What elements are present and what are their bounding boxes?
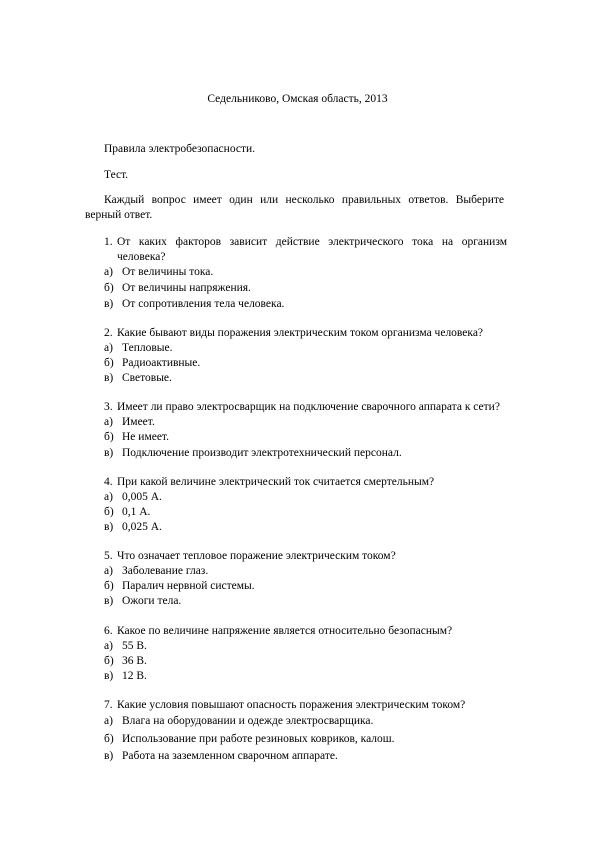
test-instructions: Каждый вопрос имеет один или несколько правильных ответов. Выберите верный ответ. bbox=[85, 194, 504, 221]
test-title: Правила электробезопасности. bbox=[104, 143, 256, 155]
option-text: От величины напряжения. bbox=[122, 282, 251, 294]
option-text: Заболевание глаз. bbox=[122, 565, 209, 577]
option-letter: б) bbox=[104, 357, 114, 369]
option-text: От величины тока. bbox=[122, 266, 214, 278]
option-letter: в) bbox=[104, 447, 114, 459]
option-letter: в) bbox=[104, 298, 114, 310]
option-letter: в) bbox=[104, 670, 114, 682]
option-letter: б) bbox=[104, 506, 114, 518]
question-text: Какие бывают виды поражения электрическим током организма человека? bbox=[117, 327, 484, 339]
question-text: От каких факторов зависит действие электрического тока на организм человека? bbox=[117, 236, 507, 263]
option-letter: а) bbox=[104, 715, 113, 727]
question-number: 3. bbox=[104, 401, 113, 413]
option-text: Тепловые. bbox=[122, 342, 173, 354]
question-number: 1. bbox=[104, 236, 113, 248]
option-letter: б) bbox=[104, 655, 114, 667]
option-text: Влага на оборудовании и одежде электросварщика. bbox=[122, 715, 374, 727]
option-text: 0,025 А. bbox=[122, 521, 162, 533]
option-text: Имеет. bbox=[122, 416, 155, 428]
option-letter: а) bbox=[104, 342, 113, 354]
option-text: 55 В. bbox=[122, 640, 147, 652]
option-text: Световые. bbox=[122, 372, 172, 384]
question-text: Какое по величине напряжение является относительно безопасным? bbox=[117, 625, 453, 637]
option-letter: б) bbox=[104, 282, 114, 294]
option-letter: а) bbox=[104, 416, 113, 428]
option-text: Не имеет. bbox=[122, 431, 169, 443]
question-number: 7. bbox=[104, 699, 113, 711]
option-text: Ожоги тела. bbox=[122, 595, 182, 607]
option-letter: в) bbox=[104, 521, 114, 533]
option-letter: а) bbox=[104, 640, 113, 652]
option-text: 36 В. bbox=[122, 655, 147, 667]
option-text: От сопротивления тела человека. bbox=[122, 298, 285, 310]
page-header: Седельниково, Омская область, 2013 bbox=[207, 93, 388, 105]
question-text: Имеет ли право электросварщик на подключение сварочного аппарата к сети? bbox=[117, 401, 500, 413]
option-text: Использование при работе резиновых ковриков, калош. bbox=[122, 733, 395, 745]
option-letter: в) bbox=[104, 750, 114, 762]
option-letter: а) bbox=[104, 491, 113, 503]
option-letter: а) bbox=[104, 266, 113, 278]
question-number: 4. bbox=[104, 476, 113, 488]
option-text: Паралич нервной системы. bbox=[122, 580, 255, 592]
question-text: При какой величине электрический ток считается смертельным? bbox=[117, 476, 435, 488]
question-text: Какие условия повышают опасность поражения электрическим током? bbox=[117, 699, 466, 711]
question-number: 2. bbox=[104, 327, 113, 339]
option-text: Подключение производит электротехнический персонал. bbox=[122, 447, 402, 459]
option-letter: б) bbox=[104, 431, 114, 443]
option-letter: в) bbox=[104, 595, 114, 607]
option-text: Радиоактивные. bbox=[122, 357, 201, 369]
test-subtitle: Тест. bbox=[104, 169, 129, 181]
question-number: 5. bbox=[104, 550, 113, 562]
question-number: 6. bbox=[104, 625, 113, 637]
option-text: 0,1 А. bbox=[122, 506, 151, 518]
question-text: Что означает тепловое поражение электрическим током? bbox=[117, 550, 396, 562]
option-letter: б) bbox=[104, 580, 114, 592]
option-text: 12 В. bbox=[122, 670, 147, 682]
option-letter: а) bbox=[104, 565, 113, 577]
option-letter: б) bbox=[104, 733, 114, 745]
option-letter: в) bbox=[104, 372, 114, 384]
option-text: Работа на заземленном сварочном аппарате. bbox=[122, 750, 338, 762]
option-text: 0,005 А. bbox=[122, 491, 162, 503]
